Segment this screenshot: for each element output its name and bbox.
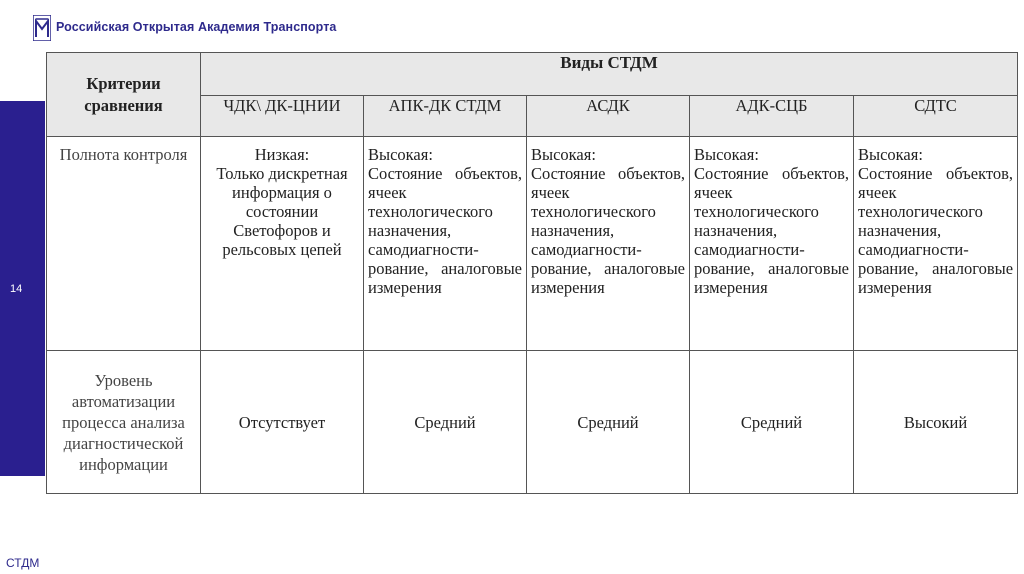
table-row xyxy=(47,137,1018,351)
cell-text: Состояние объектов, ячеек технологического назначения, самодиагности-рование, аналоговые измерения xyxy=(368,164,522,297)
cell-level: Высокая: xyxy=(694,145,759,164)
footer-label: СТДМ xyxy=(6,556,40,570)
row-label: Уровень автоматизации процесса анализа диагностической информации xyxy=(47,351,201,494)
table-header-row xyxy=(47,53,1018,96)
cell-text: Состояние объектов, ячеек технологического назначения, самодиагности-рование, аналоговые измерения xyxy=(858,164,1014,297)
org-name: Российская Открытая Академия Транспорта xyxy=(56,20,337,34)
table-cell xyxy=(364,137,527,351)
table-cell: Высокий xyxy=(854,351,1018,494)
academy-logo-icon xyxy=(33,15,51,41)
table-cell: Средний xyxy=(364,351,527,494)
table-cell: Отсутствует xyxy=(201,351,364,494)
types-header: Виды СТДМ xyxy=(201,53,1018,96)
cell-level: Низкая: xyxy=(254,145,310,164)
column-header: АПК-ДК СТДМ xyxy=(364,96,527,137)
table-cell: Средний xyxy=(527,351,690,494)
cell-text: Только дискретная информация о состоянии Светофоров и рельсовых цепей xyxy=(216,164,348,259)
cell-text: Состояние объектов, ячеек технологического назначения, самодиагности-рование, аналоговые измерения xyxy=(694,164,849,297)
row-label: Полнота контроля xyxy=(47,137,201,351)
criteria-header: Критерии сравнения xyxy=(47,53,201,137)
column-header: АСДК xyxy=(527,96,690,137)
cell-level: Высокая: xyxy=(531,145,596,164)
column-header: АДК-СЦБ xyxy=(690,96,854,137)
side-band xyxy=(0,101,45,476)
table-cell xyxy=(201,137,364,351)
table-cell xyxy=(690,137,854,351)
cell-level: Высокая: xyxy=(368,145,433,164)
column-header: СДТС xyxy=(854,96,1018,137)
table-cell xyxy=(854,137,1018,351)
table-cell: Средний xyxy=(690,351,854,494)
comparison-table xyxy=(46,52,1018,494)
slide-number: 14 xyxy=(10,283,23,295)
cell-level: Высокая: xyxy=(858,145,923,164)
cell-text: Состояние объектов, ячеек технологического назначения, самодиагности-рование, аналоговые измерения xyxy=(531,164,685,297)
table-row xyxy=(47,351,1018,494)
column-header: ЧДК\ ДК-ЦНИИ xyxy=(201,96,364,137)
table-cell xyxy=(527,137,690,351)
